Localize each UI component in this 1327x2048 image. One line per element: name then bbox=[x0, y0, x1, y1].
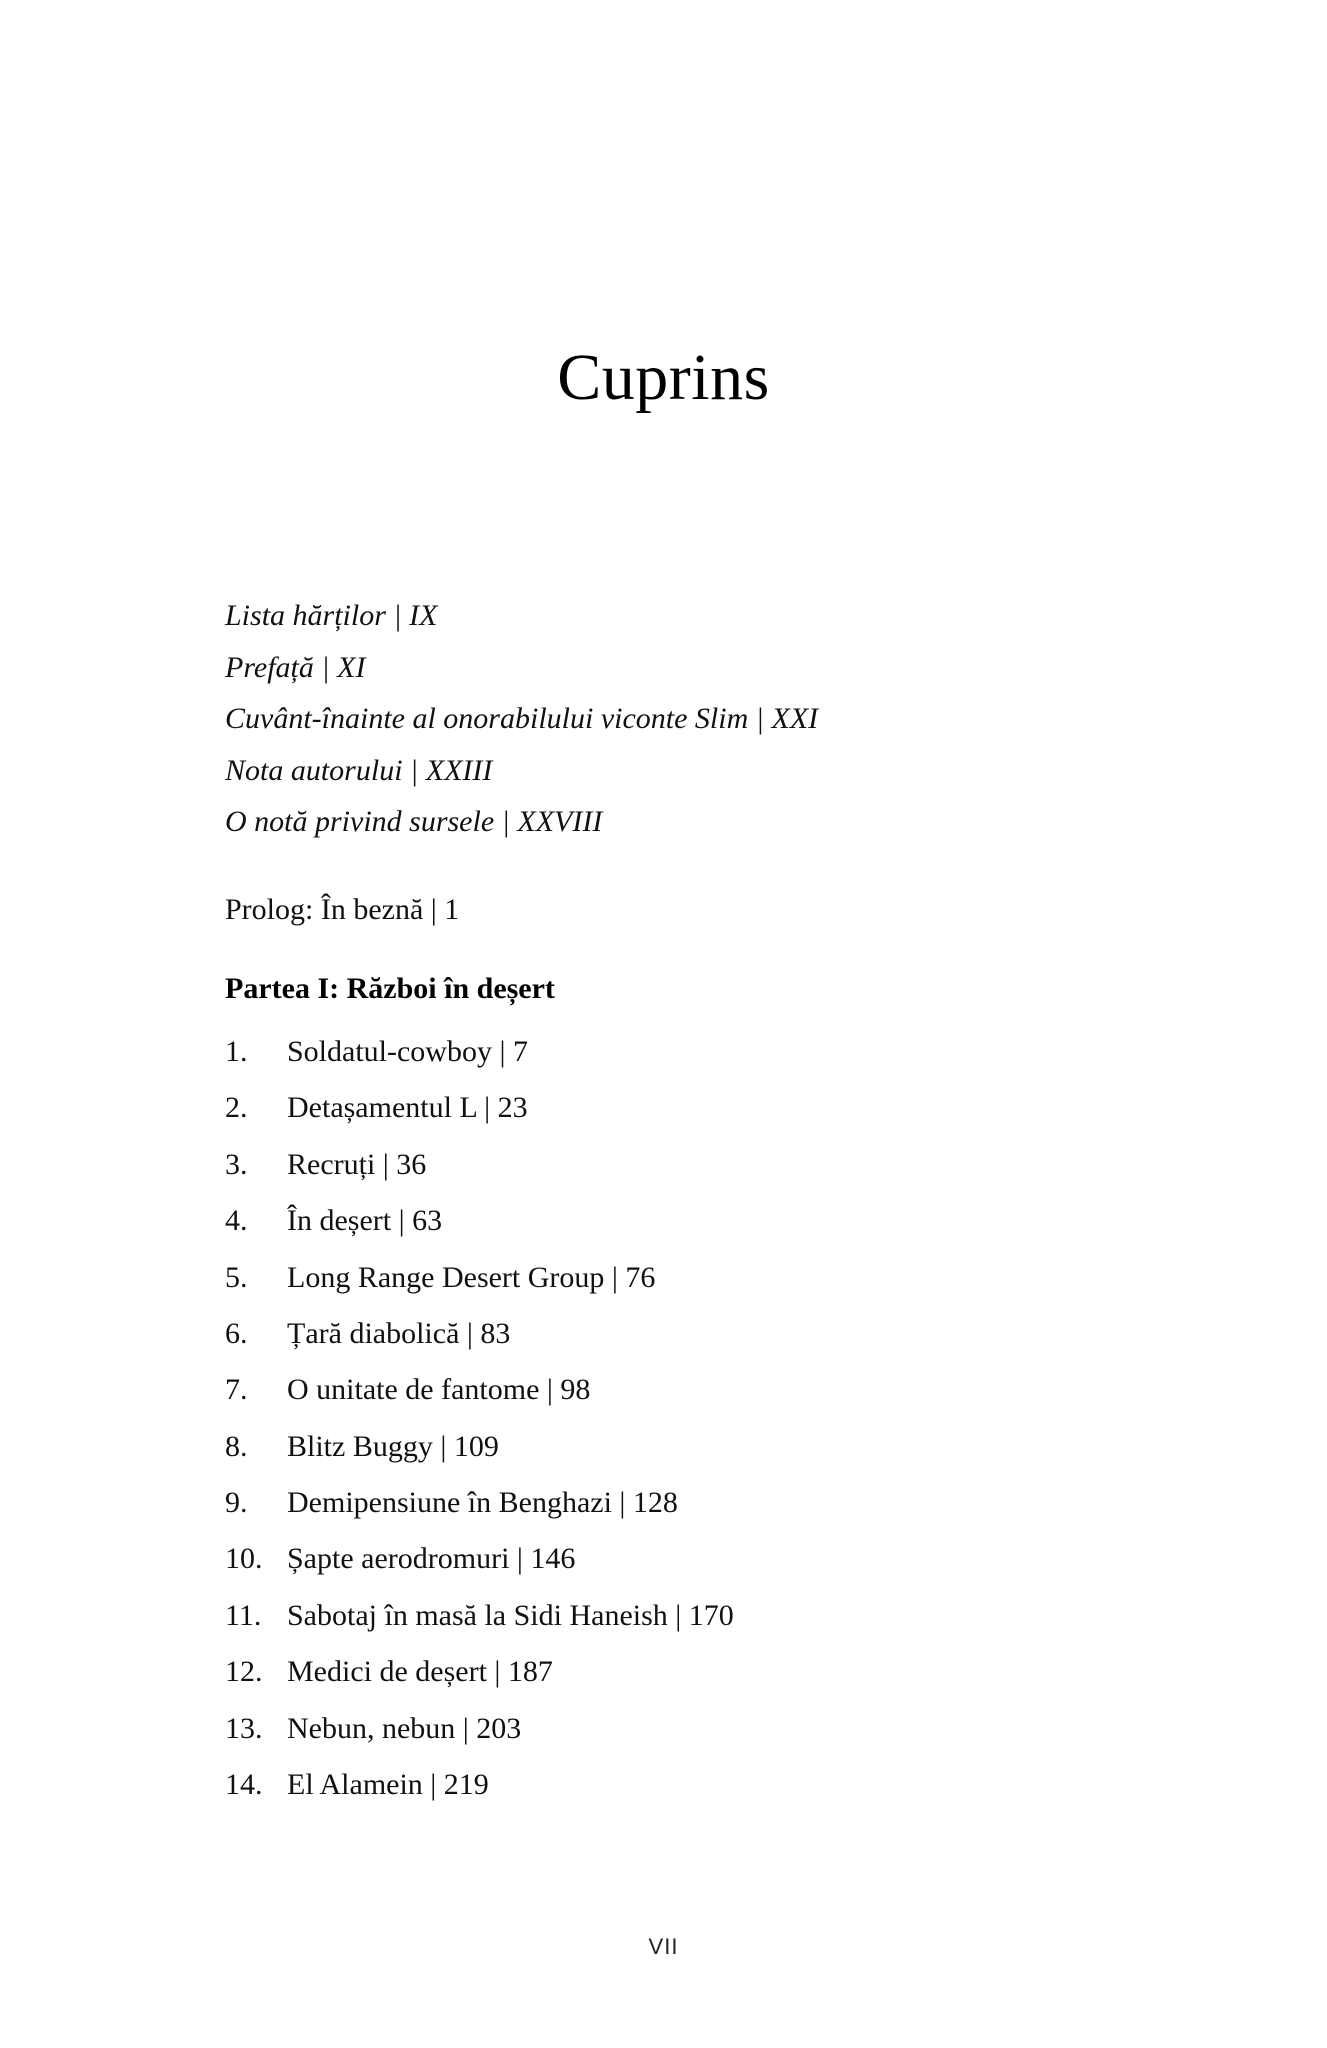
chapter-entry bbox=[225, 1475, 1105, 1531]
chapter-entry bbox=[225, 1362, 1105, 1418]
chapter-entry bbox=[225, 1250, 1105, 1306]
part-heading: Partea I: Război în deșert bbox=[225, 971, 555, 1005]
chapter-title: Soldatul-cowboy | 7 bbox=[287, 1034, 528, 1068]
chapter-number: 12. bbox=[225, 1655, 263, 1689]
front-matter-entry: O notă privind sursele | XXVIII bbox=[225, 805, 603, 839]
chapter-title: Blitz Buggy | 109 bbox=[287, 1429, 499, 1463]
chapter-entry bbox=[225, 1531, 1105, 1587]
chapter-entry bbox=[225, 1644, 1105, 1700]
chapter-title: Sabotaj în masă la Sidi Haneish | 170 bbox=[287, 1598, 734, 1632]
toc-content bbox=[225, 590, 1105, 1813]
chapter-entry bbox=[225, 1701, 1105, 1757]
chapter-number: 11. bbox=[225, 1598, 262, 1632]
chapter-entry bbox=[225, 1419, 1105, 1475]
chapter-entry bbox=[225, 1306, 1105, 1362]
chapter-number: 4. bbox=[225, 1204, 248, 1238]
front-matter-list bbox=[225, 590, 1105, 848]
chapter-title: El Alamein | 219 bbox=[287, 1768, 489, 1802]
chapter-number: 2. bbox=[225, 1091, 248, 1125]
chapter-entry bbox=[225, 1193, 1105, 1249]
chapter-entry bbox=[225, 1588, 1105, 1644]
chapter-number: 5. bbox=[225, 1260, 248, 1294]
chapter-title: Long Range Desert Group | 76 bbox=[287, 1260, 656, 1294]
front-matter-entry: Nota autorului | XXIII bbox=[225, 753, 493, 787]
chapter-entry bbox=[225, 1757, 1105, 1813]
chapter-number: 6. bbox=[225, 1316, 248, 1350]
chapter-number: 10. bbox=[225, 1542, 263, 1576]
chapter-number: 3. bbox=[225, 1147, 248, 1181]
chapter-number: 1. bbox=[225, 1034, 248, 1068]
chapter-entry bbox=[225, 1137, 1105, 1193]
chapter-title: O unitate de fantome | 98 bbox=[287, 1373, 591, 1407]
chapter-number: 13. bbox=[225, 1711, 263, 1745]
chapter-entry bbox=[225, 1024, 1105, 1080]
page-title: Cuprins bbox=[557, 341, 770, 414]
page-folio: VII bbox=[648, 1934, 679, 1959]
front-matter-entry: Prefață | XI bbox=[225, 650, 366, 684]
chapter-title: Medici de deșert | 187 bbox=[287, 1655, 553, 1689]
chapter-list bbox=[225, 1024, 1105, 1813]
chapter-entry bbox=[225, 1080, 1105, 1136]
chapter-number: 8. bbox=[225, 1429, 248, 1463]
chapter-number: 9. bbox=[225, 1486, 248, 1520]
chapter-title: Demipensiune în Benghazi | 128 bbox=[287, 1486, 678, 1520]
front-matter-entry: Lista hărților | IX bbox=[225, 599, 438, 632]
chapter-title: Recruți | 36 bbox=[287, 1147, 427, 1181]
chapter-title: În deșert | 63 bbox=[287, 1204, 443, 1238]
chapter-title: Detașamentul L | 23 bbox=[287, 1091, 528, 1125]
prolog-entry: Prolog: În beznă | 1 bbox=[225, 892, 460, 926]
chapter-title: Țară diabolică | 83 bbox=[287, 1316, 511, 1350]
chapter-title: Șapte aerodromuri | 146 bbox=[287, 1542, 576, 1576]
chapter-title: Nebun, nebun | 203 bbox=[287, 1711, 522, 1745]
front-matter-entry: Cuvânt-înainte al onorabilului viconte Slim | XXI bbox=[225, 702, 819, 736]
chapter-number: 14. bbox=[225, 1768, 263, 1802]
chapter-number: 7. bbox=[225, 1373, 248, 1407]
